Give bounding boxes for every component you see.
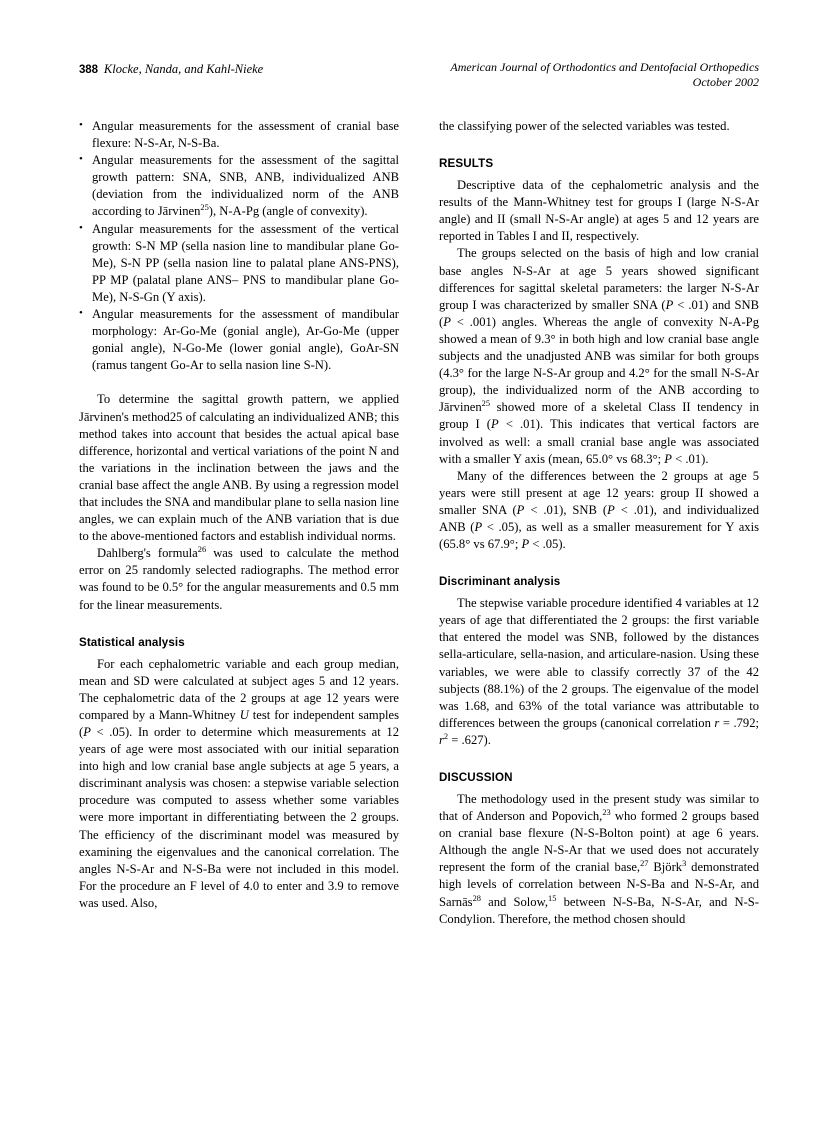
paragraph-results-age-5: The groups selected on the basis of high and low cranial base angles N-S-Ar at age 5 years showed significant differences for sagittal skeletal parameters: the larger N-S-Ar group I was characterized by smaller SNA (P < .01) and SNB (P < .001) angles. Whereas the angle of convexity N-A-Pg showed a mean of 9.3° in both high and low cranial base angle subjects and the unadjusted ANB was similar for both groups (4.3° for the large N-S-Ar group and 4.2° for the small N-S-Ar group), the individualized norm of the ANB according to Jārvinen$^{25}$ showed more of a skeletal Class II tendency in group I (P < .01). This indicates that vertical factors are involved as well: a small cranial base angle was associated with a smaller Y axis (mean, 65.0° vs 68.3°; P < .01). [439, 246, 759, 466]
paragraph-jarvinen-method: To determine the sagittal growth pattern, we applied Jārvinen's method25 of calculating an individualized ANB; this method takes into account that besides the actual apical base difference, horizontal and vertical variations of the point N and the variations in the inclination between the jaws and the cranial base affect the angle ANB. By using a regression model that includes the SNA and mandibular plane to sella nasion line angles, we can explain much of the ANB variation that is due to the above-mentioned factors and establish individual norms. [79, 392, 399, 544]
heading-discriminant-analysis: Discriminant analysis [439, 575, 561, 589]
running-head-left [79, 60, 263, 78]
paragraph-results-age-12: Many of the differences between the 2 groups at age 5 years were still present at age 12 years: group II showed a smaller SNA (P < .01), SNB (P < .01), and individualized ANB (P < .05), as well as a smaller measurement for Y axis (65.8° vs 67.9°; P < .05). [439, 468, 759, 552]
paragraph-spacer [79, 374, 399, 391]
heading-spacer [439, 749, 759, 770]
bullet-text-sagittal-growth: Angular measurements for the assessment of the sagittal growth pattern: SNA, SNB, ANB, individualized ANB (deviation from the individualized norm of the ANB according to Jārvinen$^{25}$), N-A-Pg (angle of convexity). [92, 153, 399, 219]
bullet-text-cranial-base-flexure: Angular measurements for the assessment of cranial base flexure: N-S-Ar, N-S-Ba. [92, 119, 399, 151]
heading-statistical-analysis: Statistical analysis [79, 635, 185, 649]
bullet-text-mandibular-morphology: Angular measurements for the assessment of mandibular morphology: Ar-Go-Me (gonial angle), Ar-Go-Me (upper gonial angle), N-Go-Me (lower gonial angle), GoAr-SN (ramus tangent Go-Ar to sella nasion line S-N). [92, 307, 399, 373]
paragraph-discussion: The methodology used in the present study was similar to that of Anderson and Popovich,$^{23}$ who formed 2 groups based on cranial base flexure (N-S-Bolton point) at age 6 years. Although the angle N-S-Ar that we used does not accurately represent the form of the cranial base,$^{27}$ Björk$^3$ demonstrated high levels of correlation between N-S-Ba and N-S-Ar, and Sarnās$^{28}$ and Solow,$^{15}$ between N-S-Ba, N-S-Ar, and N-S-Condylion. Therefore, the method chosen should [439, 792, 759, 926]
paragraph-dahlberg-formula: Dahlberg's formula$^{26}$ was used to calculate the method error on 25 randomly selected radiographs. The method error was found to be 0.5° for the angular measurements and 0.5 mm for the linear measurements. [79, 545, 399, 612]
list-item [79, 118, 399, 152]
paragraph-continued-from-left: the classifying power of the selected variables was tested. [439, 119, 730, 133]
heading-spacer [79, 614, 399, 635]
heading-results: RESULTS [439, 157, 494, 171]
page-number: 388 [79, 64, 98, 76]
column-left [79, 118, 399, 912]
issue-date: October 2002 [692, 75, 759, 89]
measurement-bullet-list [79, 118, 399, 374]
paragraph-statistical-analysis: For each cephalometric variable and each group median, mean and SD were calculated at subject ages 5 and 12 years. The cephalometric data of the 2 groups at age 12 years were compared by a Mann-Whitney U test for independent samples (P < .05). In order to determine which measurements at 12 years of age were most associated with our initial separation into high and low cranial base angle subjects at age 5 years, a discriminant analysis was chosen: a stepwise variable selection procedure was computed to assess whether some variables were more important in differentiating between the 2 groups. The efficiency of the discriminant model was measured by examining the eigenvalues and the canonical correlation. The angles N-S-Ar and N-S-Ba were not included in this model. For the procedure an F level of 4.0 to enter and 3.9 to remove was used. Also, [79, 656, 399, 910]
paragraph-discriminant-analysis: The stepwise variable procedure identified 4 variables at 12 years of age that differentiated the 2 groups: the first variable that entered the model was SNB, followed by the distances sella-articulare, sella-nasion, and articulare-nasion. Using these variables, we were able to classify correctly 37 of the 42 subjects (88.1%) of the 2 groups. The eigenvalue of the model was 1.68, and 63% of the total variance was attributable to differences between the groups (canonical correlation r = .792; $r^2 = .627$). [439, 596, 759, 747]
heading-discussion: DISCUSSION [439, 771, 513, 784]
paragraph-results-descriptive-data: Descriptive data of the cephalometric analysis and the results of the Mann-Whitney test for groups I (large N-S-Ar angle) and II (small N-S-Ar angle) at ages 5 and 12 years are reported in Tables I and II, respectively. [439, 178, 759, 244]
running-head-authors: Klocke, Nanda, and Kahl-Nieke [103, 62, 264, 76]
running-head [79, 60, 759, 100]
journal-title: American Journal of Orthodontics and Dentofacial Orthopedics [450, 60, 759, 74]
bullet-text-vertical-growth: Angular measurements for the assessment of the vertical growth: S-N MP (sella nasion line to mandibular plane Go-Me), S-N PP (sella nasion line to palatal plane ANS-PNS), PP MP (palatal plane ANS– PNS to mandibular plane Go-Me), N-S-Gn (Y axis). [92, 221, 399, 304]
running-head-right [450, 60, 759, 90]
list-item [79, 221, 399, 306]
heading-spacer [439, 553, 759, 574]
list-item [79, 152, 399, 220]
heading-spacer [439, 135, 759, 156]
column-right [439, 118, 759, 928]
list-item [79, 306, 399, 374]
